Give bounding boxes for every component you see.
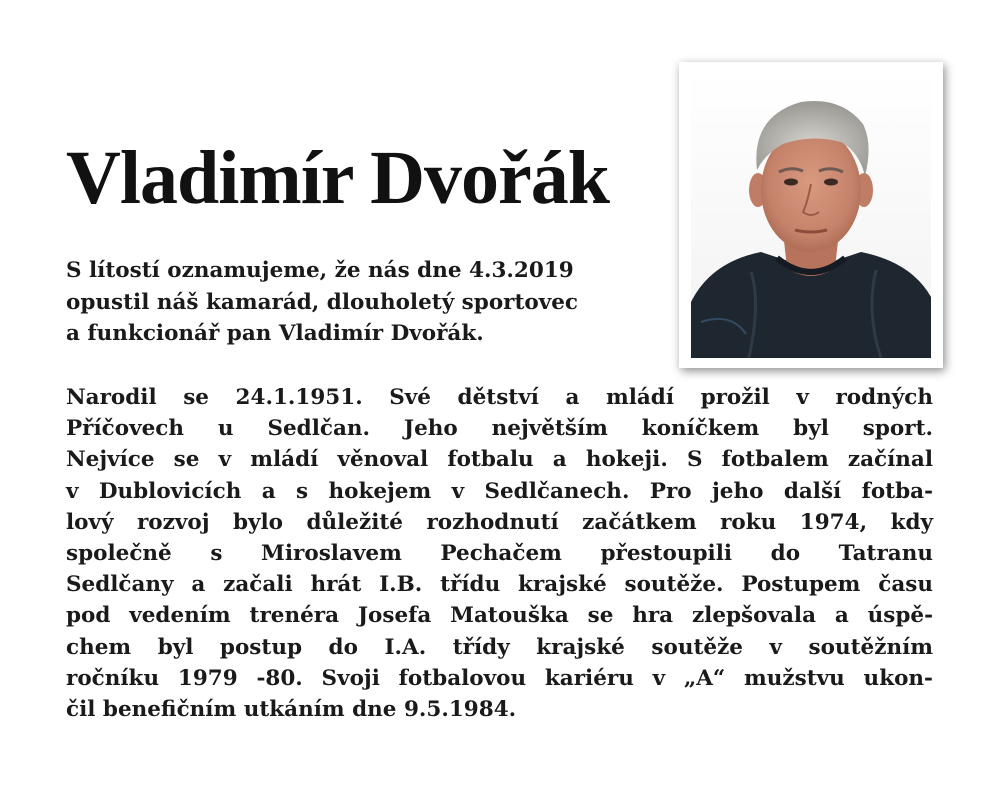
intro-paragraph [66,255,666,350]
body-line: společně s Miroslavem Pechačem přestoupili do Tatranu [66,541,933,567]
intro-line: S lítostí oznamujeme, že nás dne 4.3.2019 [66,258,574,283]
body-line: lový rozvoj bylo důležité rozhodnutí začátkem roku 1974, kdy [66,509,933,535]
intro-line: a funkcionář pan Vladimír Dvořák. [66,321,484,346]
body-line: chem byl postup do I.A. třídy krajské soutěže v soutěžním [66,634,933,660]
body-line: ročníku 1979 -80. Svoji fotbalovou kariéru v „A“ mužstvu ukon- [66,665,933,691]
body-line: pod vedením trenéra Josefa Matouška se hra zlepšovala a úspě- [66,603,933,629]
headline-name: Vladimír Dvořák [66,136,610,220]
intro-line: opustil náš kamarád, dlouholetý sportovec [66,289,579,315]
body-line: Sedlčany a začali hrát I.B. třídu krajské soutěže. Postupem času [66,572,933,598]
body-line: čil benefičním utkáním dne 9.5.1984. [66,697,517,723]
portrait-photo [691,72,931,358]
body-line: v Dublovicích a s hokejem v Sedlčanech. Pro jeho další fotba- [66,478,933,504]
portrait-photo-frame [679,62,943,368]
biography-paragraph [66,382,933,725]
body-line: Nejvíce se v mládí věnoval fotbalu a hokeji. S fotbalem začínal [66,447,933,473]
body-line: Příčovech u Sedlčan. Jeho největším koníčkem byl sport. [66,416,933,442]
body-line: Narodil se 24.1.1951. Své dětství a mládí prožil v rodných [66,385,933,410]
